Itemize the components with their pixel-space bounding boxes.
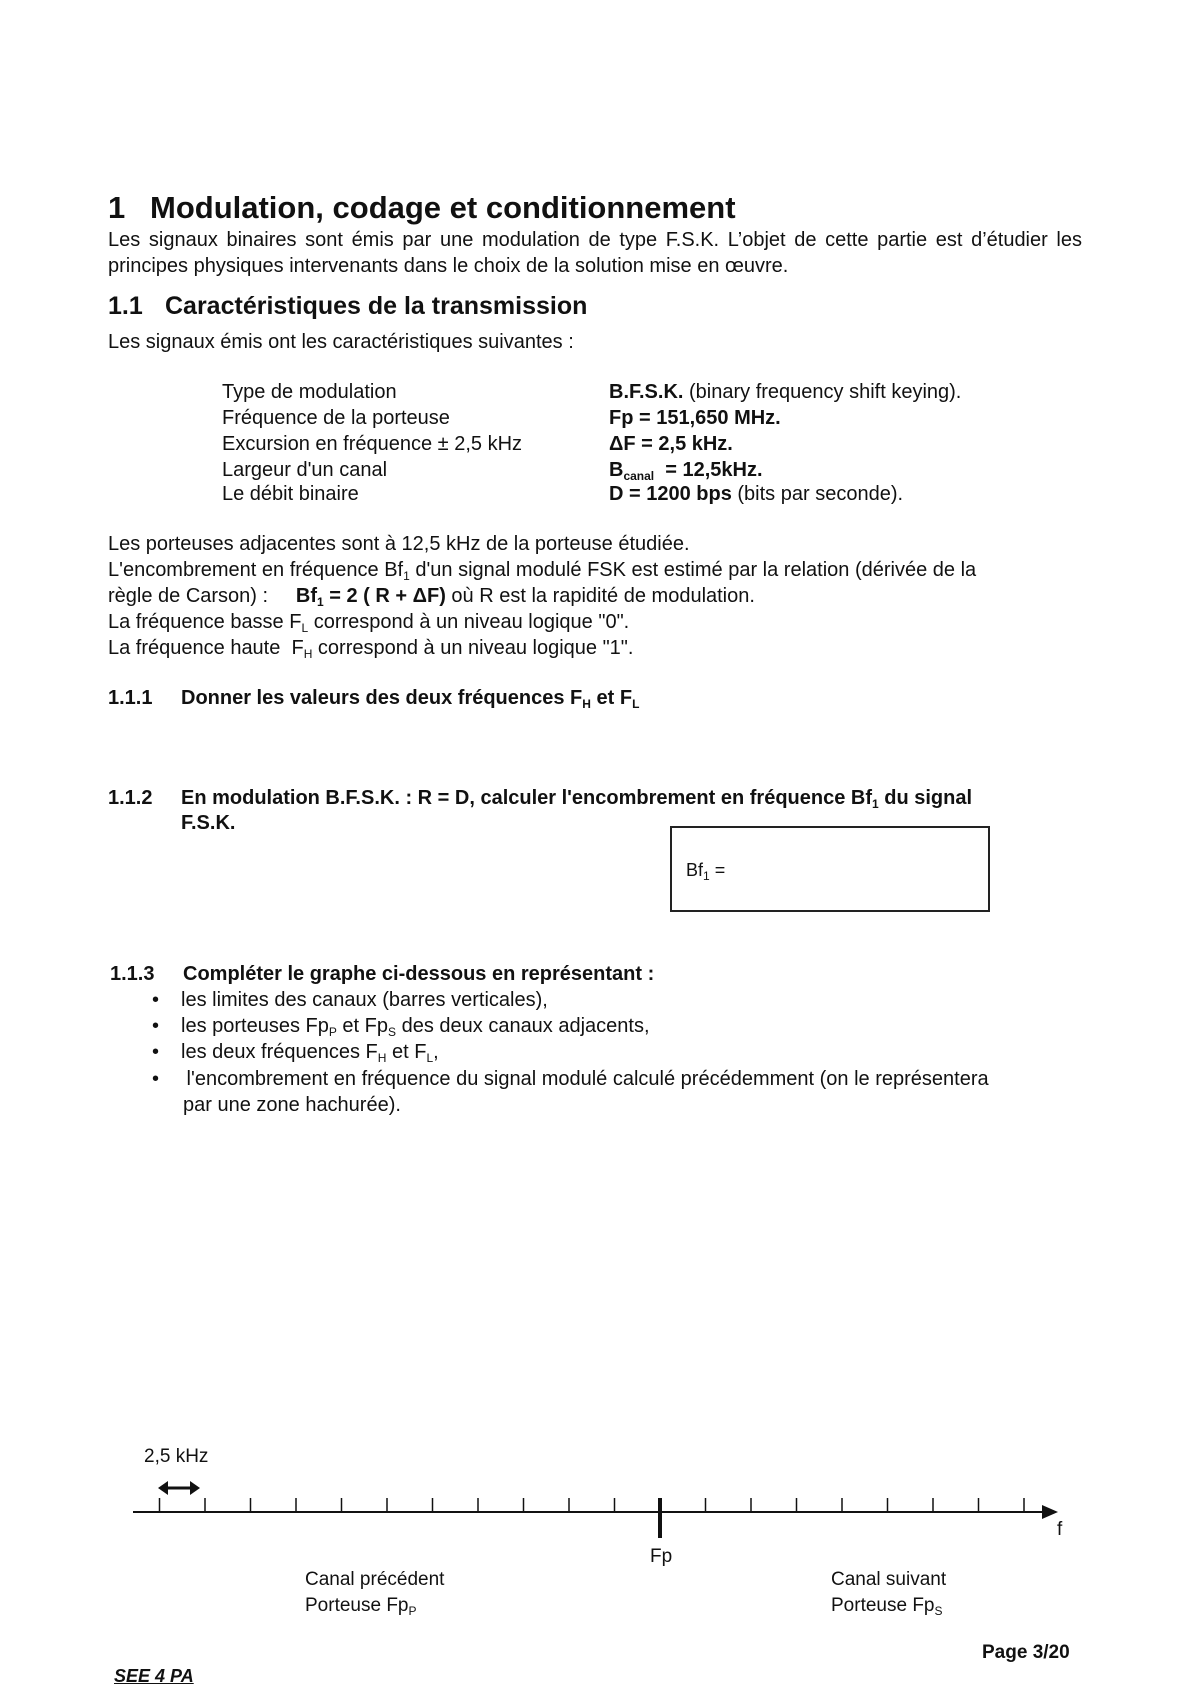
text: En modulation B.F.S.K. : R = D, calculer l'encombrement en fréquence Bf xyxy=(181,787,872,809)
scale-double-arrow-icon xyxy=(158,1481,200,1495)
text: = xyxy=(709,860,726,880)
section-number: 1.1 xyxy=(108,292,143,320)
text: Bf xyxy=(686,860,704,880)
spec-label: Fréquence de la porteuse xyxy=(222,407,450,429)
subscript: S xyxy=(388,1025,397,1039)
subscript: L xyxy=(426,1051,434,1065)
text: les limites des canaux (barres verticales), xyxy=(181,989,548,1011)
bullet-item-cont: par une zone hachurée). xyxy=(183,1094,401,1116)
document-id: SEE 4 PA xyxy=(114,1666,194,1686)
text: règle de Carson) : xyxy=(108,585,296,607)
bullet-icon: • xyxy=(152,989,160,1011)
body-line: Les porteuses adjacentes sont à 12,5 kHz de la porteuse étudiée. xyxy=(108,533,690,555)
spec-value-bold: = 12,5kHz. xyxy=(654,459,763,481)
bullet-icon: • xyxy=(152,1068,160,1090)
spec-label: Largeur d'un canal xyxy=(222,459,388,481)
subscript: P xyxy=(408,1604,417,1618)
bullet-icon: • xyxy=(152,1015,160,1037)
subscript: L xyxy=(632,697,640,711)
subscript: P xyxy=(328,1025,337,1039)
question-number: 1.1.3 xyxy=(110,963,155,985)
text: L'encombrement en fréquence Bf xyxy=(108,559,404,581)
prev-carrier-label xyxy=(305,1595,417,1617)
spec-label: Excursion en fréquence ± 2,5 kHz xyxy=(222,433,523,455)
spec-value: Fp = 151,650 MHz. xyxy=(609,407,781,429)
subscript: H xyxy=(377,1051,387,1065)
center-label: Fp xyxy=(650,1546,673,1567)
prev-channel-label: Canal précédent xyxy=(305,1569,445,1590)
subscript: H xyxy=(582,697,591,711)
subscript: L xyxy=(301,621,309,635)
spec-value-bold: B.F.S.K. xyxy=(609,381,684,403)
text: du signal xyxy=(878,787,973,809)
section-number: 1 xyxy=(108,190,126,225)
spec-value-rest: (binary frequency shift keying). xyxy=(683,381,962,403)
next-carrier-label xyxy=(831,1595,943,1617)
subscript: 1 xyxy=(316,595,324,609)
axis-ticks xyxy=(160,1498,1025,1538)
axis-label: f xyxy=(1057,1519,1063,1540)
text: , xyxy=(433,1041,439,1063)
text: les porteuses Fp xyxy=(181,1015,329,1037)
text: correspond à un niveau logique "0". xyxy=(308,611,630,633)
spec-value: ΔF = 2,5 kHz. xyxy=(609,433,733,455)
section-title: Caractéristiques de la transmission xyxy=(165,292,588,320)
question-number: 1.1.2 xyxy=(108,787,153,809)
text: et F xyxy=(386,1041,427,1063)
bullet-icon: • xyxy=(152,1041,160,1063)
text: Porteuse Fp xyxy=(831,1595,935,1616)
text: Donner les valeurs des deux fréquences F xyxy=(181,687,583,709)
question-1-1-2-cont: F.S.K. xyxy=(181,812,236,834)
text: Compléter le graphe ci-dessous en représentant : xyxy=(183,963,655,985)
page-number: Page 3/20 xyxy=(982,1642,1070,1663)
scale-label: 2,5 kHz xyxy=(144,1446,209,1467)
spec-value-rest: (bits par seconde). xyxy=(731,483,904,505)
subscript: 1 xyxy=(872,797,879,811)
text: correspond à un niveau logique "1". xyxy=(312,637,634,659)
text: et F xyxy=(590,687,633,709)
formula: = 2 ( R + ΔF) xyxy=(323,585,446,607)
text: l'encombrement en fréquence du signal modulé calculé précédemment (on le représentera xyxy=(181,1068,989,1090)
subscript: S xyxy=(934,1604,943,1618)
text: Porteuse Fp xyxy=(305,1595,409,1616)
axis-arrow-icon xyxy=(1042,1505,1058,1519)
spec-value-bold: D = 1200 bps xyxy=(609,483,732,505)
specs-lead: Les signaux émis ont les caractéristiques suivantes : xyxy=(108,331,574,353)
intro-paragraph: Les signaux binaires sont émis par une modulation de type F.S.K. L’objet de cette partie est d’étudier les principes physiques intervenants dans le choix de la solution mise en œuvre. xyxy=(108,229,1082,277)
text: où R est la rapidité de modulation. xyxy=(445,585,755,607)
subscript: 1 xyxy=(703,869,710,883)
text: et Fp xyxy=(336,1015,389,1037)
text: des deux canaux adjacents, xyxy=(396,1015,650,1037)
question-number: 1.1.1 xyxy=(108,687,153,709)
spec-label: Le débit binaire xyxy=(222,483,359,505)
formula: Bf xyxy=(295,585,317,607)
text: La fréquence haute F xyxy=(108,637,304,659)
text: La fréquence basse F xyxy=(108,611,302,633)
text: les deux fréquences F xyxy=(181,1041,378,1063)
next-channel-label: Canal suivant xyxy=(831,1569,947,1590)
text: d'un signal modulé FSK est estimé par la relation (dérivée de la xyxy=(409,559,977,581)
subscript: H xyxy=(303,647,313,661)
spec-label: Type de modulation xyxy=(222,381,397,403)
subscript: 1 xyxy=(403,569,410,583)
spec-value-pre: B xyxy=(609,459,624,481)
spec-value-sub: canal xyxy=(623,469,655,483)
section-title: Modulation, codage et conditionnement xyxy=(150,190,736,225)
